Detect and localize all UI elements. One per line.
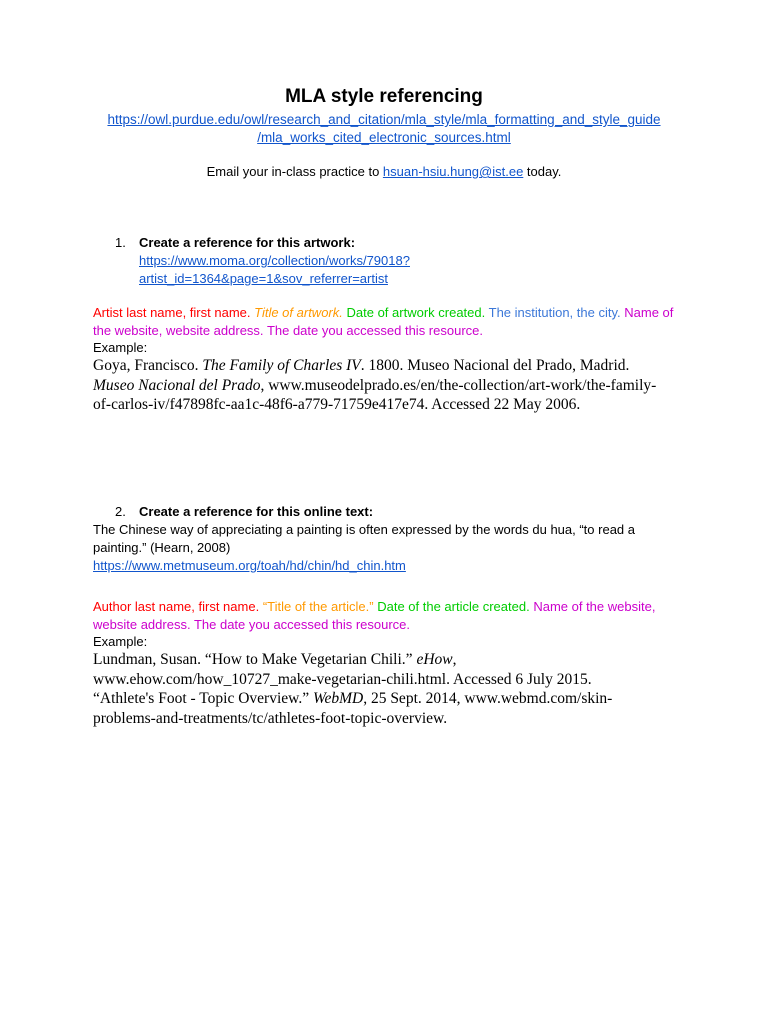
- example-citation-webmd: “Athlete's Foot - Topic Overview.” WebMD, 25 Sept. 2014, www.webmd.com/skin-problems-and-treatments/tc/athletes-foot-topic-overview.: [93, 690, 613, 727]
- task-1-heading: Create a reference for this artwork:: [139, 235, 356, 250]
- template-artist: Artist last name, first name.: [93, 305, 251, 320]
- task-1-number: 1.: [115, 235, 126, 250]
- page-title: MLA style referencing: [285, 86, 483, 107]
- metmuseum-link[interactable]: https://www.metmuseum.org/toah/hd/chin/hd_chin.htm: [93, 558, 406, 573]
- template-artwork-date: Date of artwork created.: [346, 305, 486, 320]
- example-date-place: . 1800. Museo Nacional del Prado, Madrid.: [360, 357, 630, 374]
- example-work-title: The Family of Charles IV: [202, 357, 361, 374]
- email-link[interactable]: hsuan-hsiu.hung@ist.ee: [382, 164, 524, 179]
- example-label-2: Example:: [93, 634, 148, 649]
- template-artwork-title: Title of artwork.: [254, 305, 343, 320]
- example-citation-ehow: Lundman, Susan. “How to Make Vegetarian Chili.” eHow, www.ehow.com/how_10727_make-vegetarian-chili.html. Accessed 6 July 2015.: [93, 651, 592, 688]
- moma-link-line2[interactable]: artist_id=1364&page=1&sov_referrer=artist: [139, 271, 388, 286]
- template-institution: The institution, the city.: [488, 305, 621, 320]
- example-author: Goya, Francisco.: [93, 357, 203, 374]
- email-instruction-before: Email your in-class practice to: [206, 164, 383, 179]
- email-instruction: [0, 164, 768, 179]
- template-author: Author last name, first name.: [93, 599, 260, 614]
- mla-guide-link-line1[interactable]: https://owl.purdue.edu/owl/research_and_citation/mla_style/mla_formatting_and_style_guide: [107, 112, 661, 127]
- online-text-quote: [93, 521, 683, 575]
- artwork-citation-template: [93, 304, 683, 357]
- example-url-accessed: , www.museodelprado.es/en/the-collection/art-work/the-family-of-carlos-iv/f47898fc-aa1c-48f6-a779-71759e417e74. Accessed 22 May 2006.: [93, 376, 657, 413]
- template-article-website: Name of the website, website address.: [93, 599, 656, 632]
- template-article-accessed: The date you accessed this resource.: [193, 616, 411, 632]
- mla-guide-link-line2[interactable]: /mla_works_cited_electronic_sources.html: [257, 130, 511, 145]
- article-example-citations: [93, 650, 668, 728]
- quote-text: The Chinese way of appreciating a painting is often expressed by the words du hua, “to read a painting.” (Hearn, 2008): [93, 522, 635, 555]
- template-article-date: Date of the article created.: [377, 599, 530, 614]
- artwork-example-citation: [93, 356, 668, 415]
- example-label-1: Example:: [93, 340, 148, 355]
- email-instruction-after: today.: [523, 164, 562, 179]
- mla-guide-link[interactable]: [80, 111, 688, 147]
- template-website: Name of the website, website address.: [93, 305, 674, 338]
- task-2-heading: Create a reference for this online text:: [139, 504, 374, 519]
- moma-link-line1[interactable]: https://www.moma.org/collection/works/79018?: [139, 253, 410, 268]
- article-citation-template: [93, 598, 683, 651]
- example-site-name: Museo Nacional del Prado: [93, 376, 261, 394]
- task-2-number: 2.: [115, 504, 126, 519]
- template-article-title: “Title of the article.”: [262, 599, 374, 614]
- template-accessed: The date you accessed this resource.: [266, 322, 483, 338]
